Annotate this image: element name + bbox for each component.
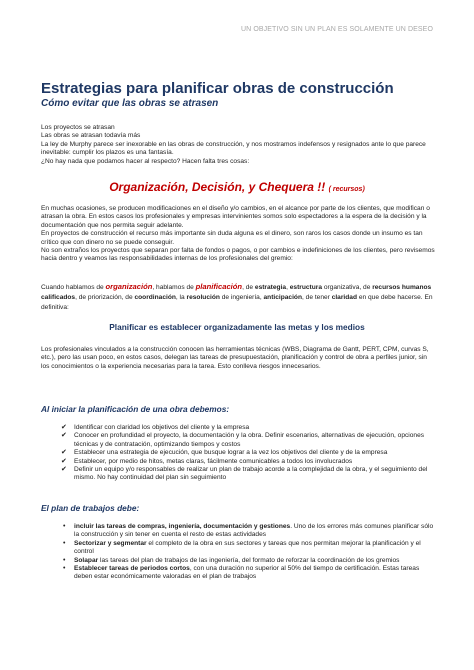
text-run: de ingeniería, [219, 294, 264, 301]
list-item-text: las tareas del plan de trabajos de las ingeniería, del formato de reforzar la coordinación de los gremios [98, 556, 400, 564]
organization-paragraph [41, 282, 435, 313]
list-item [41, 523, 435, 540]
list-item [41, 449, 435, 457]
text-run: , de [242, 284, 255, 291]
body-block-1 [41, 205, 435, 264]
emphasis-planificacion: planificación [195, 282, 243, 291]
text-run: , [286, 284, 290, 291]
bold-term: anticipación [263, 294, 302, 301]
text-run: organizativa, de [321, 284, 373, 291]
list-item [41, 540, 435, 557]
key-heading-main: Organización, Decisión, y Chequera !! [109, 180, 326, 194]
body-paragraph: En proyectos de construcción el recurso más importante sin duda alguna es el dinero, son raros los casos donde un insumo es tan crítico que con dinero no se puede conseguir. [41, 230, 423, 246]
section-1-title: Al iniciar la planificación de una obra debemos: [41, 404, 230, 414]
list-item-text: , con una duración no superior al 50% del tiempo de certificación. Estas tareas deben estar económicamente valoradas en el plan de trabajos [74, 565, 420, 581]
intro-line: Las obras se atrasan todavía más [41, 132, 141, 140]
list-item-bold: Establecer tareas de periodos cortos [74, 565, 190, 573]
list-item [41, 565, 435, 582]
section-2-list [41, 523, 435, 582]
planning-heading: Planificar es establecer organizadamente las metas y los medios [109, 322, 365, 332]
list-item-text: Establecer, por medio de hitos, metas claras, fácilmente comunicables a todos los involucrados [74, 457, 353, 465]
bullet-icon: • [63, 539, 66, 547]
bold-term: estrategia [254, 284, 287, 291]
intro-line: ¿No hay nada que podamos hacer al respecto? Hacen falta tres cosas: [41, 157, 250, 165]
document-title: Estrategias para planificar obras de construcción [41, 80, 394, 97]
text-run: Cuando hablamos de [41, 284, 106, 291]
document-subtitle: Cómo evitar que las obras se atrasen [41, 98, 219, 109]
list-item [41, 557, 435, 565]
intro-block [41, 124, 435, 166]
check-icon: ✔ [61, 449, 67, 457]
check-icon: ✔ [61, 457, 67, 465]
list-item [41, 432, 435, 449]
intro-line: La ley de Murphy parece ser inexorable en las obras de construcción, y nos mostramos indefensos y resignados ante lo que parece inevitable: cumplir los plazos es una fantasía. [41, 140, 426, 157]
bold-term: estructura [289, 284, 322, 291]
bold-term: resolución [186, 294, 220, 301]
text-run: , de priorización, de [75, 294, 135, 301]
body-block-2 [41, 346, 435, 371]
check-icon: ✔ [61, 424, 67, 431]
list-item-text: . Uno de los errores más comunes planificar sólo la construcción y sin tener en cuenta el resto de estas actividades [74, 523, 434, 539]
text-run: , de tener [301, 294, 332, 301]
list-item [41, 458, 435, 466]
list-item-text: Establecer una estrategia de ejecución, que busque lograr a la vez los objetivos del cliente y de la empresa [74, 449, 388, 457]
list-item-bold: incluir las tareas de compras, ingeniería, documentación y gestiones [74, 523, 291, 530]
bold-term: coordinación [134, 294, 176, 301]
list-item-text: Conocer en profundidad el proyecto, la documentación y la obra. Definir escenarios, alternativas de ejecución, opciones técnicas y de contratación, optimizando tiempos y costos [74, 432, 425, 448]
key-heading-small: ( recursos) [328, 186, 365, 193]
list-item [41, 466, 435, 483]
body-paragraph: En muchas ocasiones, se producen modificaciones en el diseño y/o cambios, en el alcance por parte de los clientes, que modifican o atrasan la obra. En estos casos los profesionales y empresas intervinientes somos solo espectadores a la espera de la decisión y la documentación que nos permita seguir adelante. [41, 205, 430, 229]
intro-line: Los proyectos se atrasan [41, 124, 115, 131]
list-item-bold: Sectorizar y segmentar [74, 539, 147, 547]
emphasis-organizacion: organización [105, 282, 153, 291]
bold-term: claridad [331, 294, 357, 301]
text-run: , la [175, 294, 187, 301]
section-1-list [41, 424, 435, 483]
body-paragraph: No son extraños los proyectos que separan por falta de fondos o pagos, o por cambios e indefiniciones de los clientes, pero revisemos hacia dentro y veamos las responsabilidades internas de los profesionales del gremio: [41, 247, 435, 263]
text-run: , hablamos de [152, 284, 196, 291]
list-item-text: el completo de la obra en sus sectores y tareas que nos permitan mejorar la planificación y el control [74, 539, 421, 556]
check-icon: ✔ [61, 432, 67, 440]
list-item-text: Identificar con claridad los objetivos del cliente y la empresa [74, 424, 250, 431]
bold-term: recursos humanos calificados [41, 284, 432, 301]
section-2-title: El plan de trabajos debe: [41, 503, 140, 513]
key-heading [0, 180, 474, 197]
bullet-icon: • [63, 565, 66, 573]
bullet-icon: • [63, 556, 66, 564]
text-run: en que debe hacerse. En definitiva: [41, 294, 433, 311]
list-item-text: Definir un equipo y/o responsables de realizar un plan de trabajo acorde a la complejidad de la obra, y el seguimiento del mismo. No hay continuidad del plan sin seguimiento [74, 466, 428, 482]
list-item [41, 424, 435, 432]
page-header: UN OBJETIVO SIN UN PLAN ES SOLAMENTE UN DESEO [241, 26, 433, 33]
list-item-bold: Solapar [74, 556, 99, 564]
bullet-icon: • [63, 523, 66, 530]
body-paragraph: Los profesionales vinculados a la construcción conocen las herramientas técnicas (WBS, Diagrama de Gantt, PERT, CPM, curvas S, etc.), pero las usan poco, en estos casos, delegan las tareas de presupuestación, planificación y control de obra a perfiles junior, sin los conocimientos o la experiencia necesarias para la tarea. Esto conlleva riesgos innecesarios. [41, 346, 429, 370]
check-icon: ✔ [61, 466, 67, 474]
